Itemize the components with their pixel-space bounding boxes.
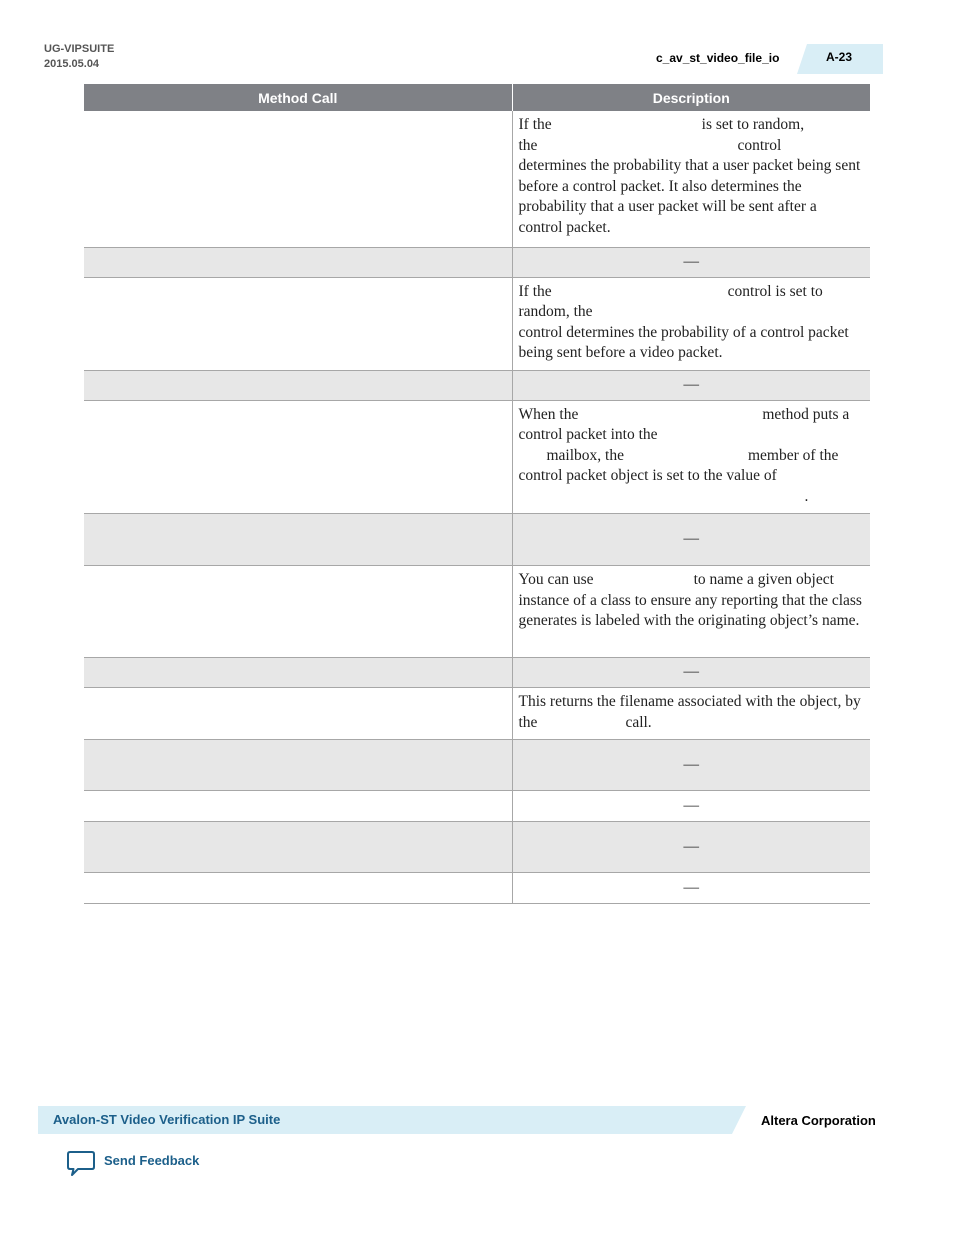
description-cell [512,400,870,514]
method-cell [84,111,512,247]
column-header-description: Description [512,84,870,111]
table-row [84,688,870,740]
method-cell [84,400,512,514]
description-cell: — [512,370,870,400]
column-header-method: Method Call [84,84,512,111]
method-cell [84,566,512,658]
description-cell [512,277,870,370]
desc-fragment: control [737,136,782,154]
desc-fragment: control is set to random, the [518,282,823,320]
doc-id [44,42,114,72]
desc-fragment: member of the control packet object is set to the value of [518,446,839,484]
method-cell [84,873,512,904]
desc-fragment: If the [518,282,552,300]
method-cell [84,277,512,370]
desc-fragment: This returns the filename associated with the object, by the [518,693,861,731]
page-number: A-23 [826,50,853,64]
desc-fragment: . [804,487,809,505]
speech-bubble-icon[interactable] [66,1150,96,1178]
method-cell [84,658,512,688]
send-feedback-link[interactable]: Send Feedback [104,1153,200,1168]
description-cell [512,688,870,740]
company-name: Altera Corporation [761,1113,876,1128]
desc-fragment: the [518,136,538,154]
table-row [84,822,870,873]
table-row [84,566,870,658]
doc-date: 2015.05.04 [44,58,100,70]
method-cell [84,247,512,277]
desc-fragment: If the [518,116,552,133]
table-row [84,514,870,566]
method-table [84,84,870,904]
table-row [84,400,870,514]
description-cell [512,111,870,247]
doc-code: UG-VIPSUITE [44,43,115,55]
description-cell: — [512,822,870,873]
method-cell [84,791,512,822]
description-cell: — [512,740,870,791]
desc-fragment: determines the probability that a user packet being sent before a control packet. It also determines the probability that a user packet will be sent after a control packet. [518,157,861,236]
desc-fragment: You can use [518,571,594,588]
desc-fragment: call. [625,713,652,731]
table-row [84,658,870,688]
desc-fragment: method puts a control packet into the [518,405,850,443]
table-row [84,370,870,400]
method-cell [84,370,512,400]
description-cell: — [512,247,870,277]
section-title: c_av_st_video_file_io [656,51,780,65]
table-row [84,740,870,791]
description-cell: — [512,658,870,688]
table-row [84,873,870,904]
desc-fragment: mailbox, the [546,446,624,464]
description-cell: — [512,514,870,566]
desc-fragment: When the [518,405,579,423]
description-cell [512,566,870,658]
desc-fragment: is set to random, [701,116,805,133]
description-cell: — [512,873,870,904]
table-row [84,247,870,277]
guide-title: Avalon-ST Video Verification IP Suite [53,1112,281,1127]
method-cell [84,740,512,791]
desc-fragment: to name a given object instance of a class to ensure any reporting that the class generates is labeled with the originating object’s name. [518,571,862,629]
table-row [84,791,870,822]
method-cell [84,822,512,873]
table-row [84,111,870,247]
table-row [84,277,870,370]
method-cell [84,514,512,566]
description-cell: — [512,791,870,822]
desc-fragment: control determines the probability of a control packet being sent before a video packet. [518,323,849,361]
table-header [84,84,870,111]
method-cell [84,688,512,740]
